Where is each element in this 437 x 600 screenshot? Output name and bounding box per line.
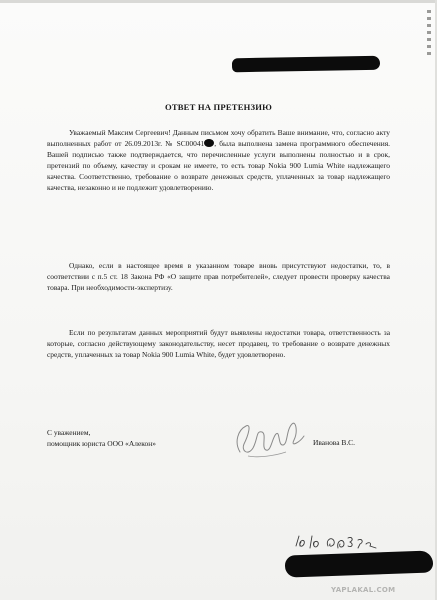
- closing-regards: С уважением,: [47, 428, 91, 437]
- letter-title: ОТВЕТ НА ПРЕТЕНЗИЮ: [164, 102, 273, 112]
- paragraph-3-text: Если по результатам данных мероприятий будут выявлены недостатки товара, ответственность за которые, согласно действующему законодательству, несет продавец, то требование о возврате денежных средств, уплаченных за товар Nokia 900 Lumia White, будет удовлетворено.: [47, 328, 390, 360]
- signer-title: помощник юриста ООО «Алекон»: [47, 439, 156, 448]
- paragraph-1-start: Уважаемый Максим Сергеевич! Данным письмом хочу обратить Ваше внимание, что, согласно акту выполненных работ от 26.09.2013г. № SC00041: [47, 128, 390, 149]
- handwritten-date: [292, 532, 382, 554]
- closing-block: [47, 427, 156, 449]
- scan-edge-top: [0, 0, 437, 3]
- signer-name: Иванова В.С.: [313, 438, 355, 447]
- redaction-header: [232, 56, 380, 73]
- handwritten-signature: [228, 412, 308, 464]
- site-watermark: YAPLAKAL.COM: [331, 586, 396, 594]
- paragraph-1: [47, 127, 390, 193]
- paragraph-1-end: , была выполнена замена программного обеспечения. Вашей подписью также подтверждается, что перечисленные услуги выполнены полностью и в срок, претензий по объему, качеству и срокам не имеете, то есть товар Nokia 900 Lumia White надлежащего качества. Соответственно, требование о возврате денежных средств, уплаченных за товар надлежащего качества, незаконно и не подлежит удовлетворению.: [47, 139, 390, 193]
- redaction-footer: [285, 550, 434, 577]
- hole-punch-marks: [424, 10, 434, 62]
- paragraph-3: [47, 327, 390, 360]
- redaction-act-number: [204, 139, 214, 147]
- paragraph-2-text: Однако, если в настоящее время в указанном товаре вновь присутствуют недостатки, то, в соответствии с п.5 ст. 18 Закона РФ «О защите прав потребителей», следует провести проверку качества товара. При необходимости-экспертизу.: [47, 261, 390, 293]
- paragraph-2: [47, 260, 390, 293]
